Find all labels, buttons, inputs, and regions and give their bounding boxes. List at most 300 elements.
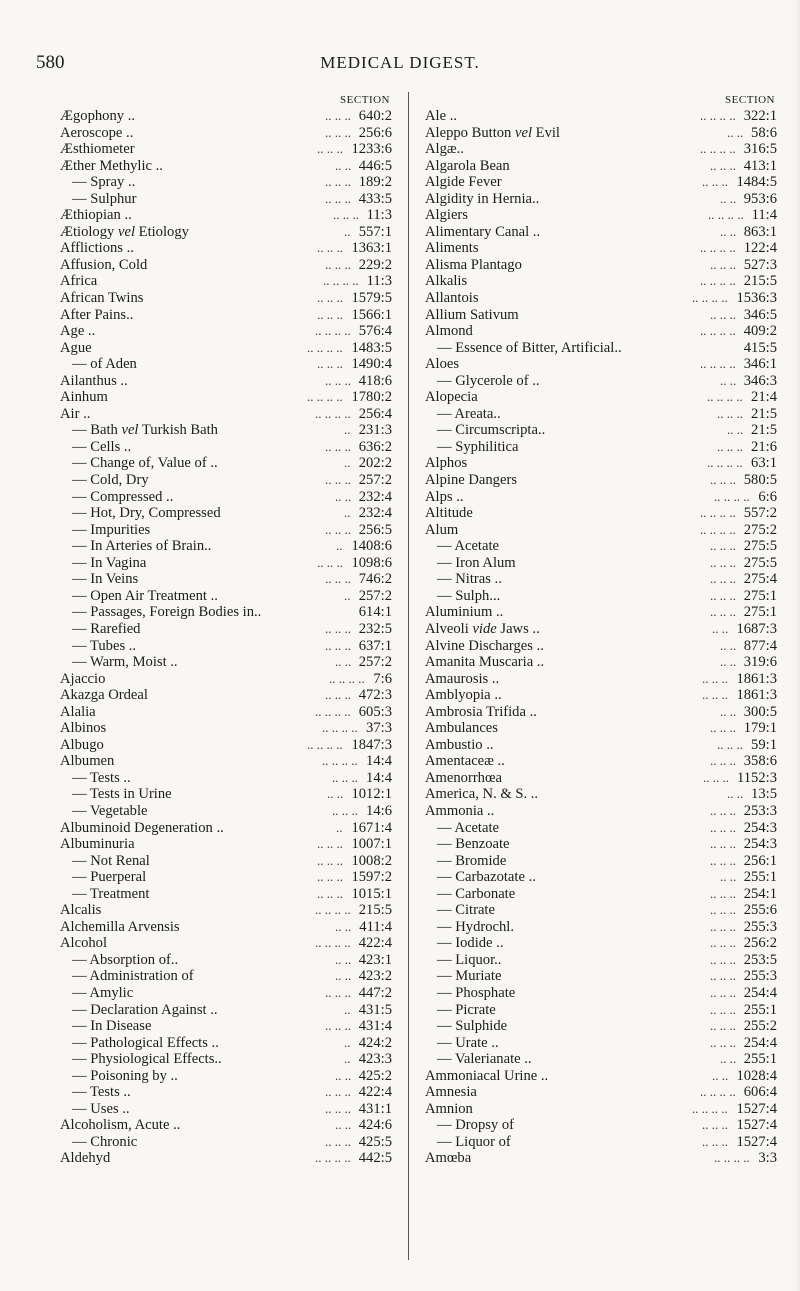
index-entry	[425, 786, 777, 803]
leader-dots: .. .. ..	[710, 819, 736, 835]
section-reference: 423:3	[358, 1051, 392, 1068]
section-reference: 1536:3	[736, 290, 777, 307]
index-term: Albinos	[60, 720, 107, 737]
index-term: Alisma Plantago	[425, 256, 522, 273]
index-subterm: — Pathological Effects ..	[72, 1034, 219, 1051]
section-reference: 424:6	[358, 1117, 392, 1134]
section-reference: 1566:1	[351, 306, 392, 323]
index-subterm: — Physiological Effects..	[72, 1051, 222, 1068]
index-subterm: — Compressed ..	[72, 488, 174, 505]
section-reference: 423:1	[358, 951, 392, 968]
leader-dots: .. ..	[720, 190, 737, 206]
index-term: Ambrosia Trifida ..	[425, 703, 537, 720]
leader-dots: .. .. .. ..	[315, 902, 351, 918]
index-term: African Twins	[60, 290, 144, 307]
index-entry	[425, 174, 777, 191]
index-entry	[425, 770, 777, 787]
leader-dots: .. .. ..	[710, 256, 736, 272]
section-reference: 446:5	[358, 157, 392, 174]
index-subterm: — Acetate	[437, 819, 499, 836]
index-entry	[60, 886, 392, 903]
section-reference: 215:5	[358, 902, 392, 919]
index-entry	[60, 621, 392, 638]
index-subterm: — Liquor of	[437, 1133, 511, 1150]
index-entry	[425, 869, 777, 886]
index-entry	[60, 952, 392, 969]
leader-dots: .. .. ..	[325, 687, 351, 703]
page-number: 580	[36, 52, 65, 73]
index-entry	[60, 985, 392, 1002]
leader-dots: .. .. ..	[325, 174, 351, 190]
index-subterm: — Urate ..	[437, 1034, 499, 1051]
index-term: Almond	[425, 323, 473, 340]
index-subterm: — Areata..	[437, 405, 501, 422]
leader-dots: .. .. .. ..	[315, 405, 351, 421]
leader-dots: .. .. .. ..	[714, 1150, 750, 1166]
leader-dots: .. .. ..	[325, 438, 351, 454]
index-subterm: — Warm, Moist ..	[72, 654, 178, 671]
section-reference: 358:6	[743, 753, 777, 770]
index-entry	[425, 919, 777, 936]
section-reference: 13:5	[751, 786, 777, 803]
section-reference: 275:2	[743, 521, 777, 538]
index-term: Æther Methylic ..	[60, 157, 163, 174]
index-column-left	[60, 94, 392, 1167]
index-entry	[425, 1018, 777, 1035]
index-entry	[425, 952, 777, 969]
leader-dots: .. .. ..	[710, 720, 736, 736]
section-reference: 1028:4	[736, 1067, 777, 1084]
index-entry	[425, 439, 777, 456]
index-subterm: — Vegetable	[72, 802, 148, 819]
section-reference: 425:5	[358, 1133, 392, 1150]
section-reference: 257:2	[358, 472, 392, 489]
index-subterm: — Tubes ..	[72, 637, 137, 654]
index-entry	[60, 290, 392, 307]
section-reference: 640:2	[358, 108, 392, 124]
index-entry	[60, 820, 392, 837]
leader-dots: .. .. .. ..	[315, 323, 351, 339]
index-column-right	[425, 94, 777, 1167]
leader-dots: .. .. ..	[325, 372, 351, 388]
index-subterm: — Declaration Against ..	[72, 1001, 218, 1018]
index-entry	[60, 671, 392, 688]
index-term: Aluminium ..	[425, 604, 504, 621]
index-term: Alcoholism, Acute ..	[60, 1117, 181, 1134]
section-reference: 1152:3	[737, 769, 777, 786]
section-reference: 3:3	[758, 1150, 777, 1167]
section-reference: 431:5	[358, 1001, 392, 1018]
index-term: Algidity in Hernia..	[425, 190, 540, 207]
leader-dots: .. .. ..	[710, 802, 736, 818]
index-term: Afflictions ..	[60, 240, 134, 257]
section-reference: 122:4	[743, 240, 777, 257]
index-entry	[60, 786, 392, 803]
leader-dots: .. .. .. ..	[700, 108, 736, 123]
index-term: Amœba	[425, 1150, 472, 1167]
section-reference: 255:1	[743, 1001, 777, 1018]
leader-dots: .. ..	[720, 703, 737, 719]
index-term: After Pains..	[60, 306, 134, 323]
leader-dots: .. .. ..	[702, 1117, 728, 1133]
index-entry	[425, 522, 777, 539]
section-reference: 215:5	[743, 273, 777, 290]
section-reference: 1780:2	[351, 389, 392, 406]
section-reference: 255:1	[743, 869, 777, 886]
leader-dots: .. .. .. ..	[322, 753, 358, 769]
index-entry	[60, 770, 392, 787]
index-entry	[425, 1002, 777, 1019]
section-reference: 179:1	[743, 720, 777, 737]
leader-dots: .. .. ..	[317, 306, 343, 322]
section-reference: 255:2	[743, 1018, 777, 1035]
section-reference: 580:5	[743, 472, 777, 489]
section-reference: 254:3	[743, 819, 777, 836]
section-reference: 14:4	[366, 769, 392, 786]
leader-dots: .. .. ..	[332, 802, 358, 818]
index-entry	[60, 853, 392, 870]
leader-dots: .. .. ..	[325, 1133, 351, 1149]
section-reference: 1847:3	[351, 736, 392, 753]
leader-dots: .. .. ..	[703, 769, 729, 785]
index-entry	[60, 472, 392, 489]
index-subterm: — Phosphate	[437, 984, 516, 1001]
index-subterm: — Tests in Urine	[72, 786, 172, 803]
index-entry	[425, 373, 777, 390]
leader-dots: .. .. ..	[710, 984, 736, 1000]
index-term: Ammoniacal Urine ..	[425, 1067, 549, 1084]
index-entry	[60, 654, 392, 671]
index-entry	[60, 505, 392, 522]
index-entry	[60, 1117, 392, 1134]
leader-dots: .. .. .. ..	[700, 141, 736, 157]
section-reference: 6:6	[758, 488, 777, 505]
index-term: Alkalis	[425, 273, 468, 290]
index-entry	[60, 604, 392, 621]
index-entry	[425, 273, 777, 290]
leader-dots: .. .. ..	[710, 1018, 736, 1034]
leader-dots: .. ..	[727, 786, 744, 802]
leader-dots: .. .. ..	[325, 571, 351, 587]
section-reference: 229:2	[358, 256, 392, 273]
index-term: Akazga Ordeal	[60, 687, 148, 704]
leader-dots: .. .. ..	[710, 935, 736, 951]
section-reference: 275:4	[743, 571, 777, 588]
index-subterm: — Benzoate	[437, 836, 510, 853]
index-entry	[60, 373, 392, 390]
leader-dots: .. .. .. ..	[700, 521, 736, 537]
index-entry	[60, 207, 392, 224]
leader-dots: .. ..	[727, 124, 744, 140]
leader-dots: .. .. ..	[710, 918, 736, 934]
index-subterm: — Circumscripta..	[437, 422, 546, 439]
section-reference: 254:3	[743, 836, 777, 853]
index-term: Aldehyd	[60, 1150, 111, 1167]
leader-dots: .. .. ..	[710, 902, 736, 918]
index-entry	[425, 207, 777, 224]
leader-dots: ..	[336, 538, 343, 554]
index-term: Alcalis	[60, 902, 102, 919]
index-term: Amnion	[425, 1100, 473, 1117]
index-term: Alpine Dangers	[425, 472, 517, 489]
section-reference: 557:1	[358, 223, 392, 240]
page-title: MEDICAL DIGEST.	[320, 53, 480, 72]
index-entry	[425, 604, 777, 621]
index-subterm: — Poisoning by ..	[72, 1067, 178, 1084]
leader-dots: ..	[344, 587, 351, 603]
leader-dots: .. .. ..	[710, 554, 736, 570]
leader-dots: .. ..	[335, 918, 352, 934]
section-reference: 232:4	[358, 505, 392, 522]
section-reference: 1363:1	[351, 240, 392, 257]
leader-dots: .. .. ..	[325, 1018, 351, 1034]
leader-dots: .. .. .. ..	[700, 356, 736, 372]
index-term: Æthiopian ..	[60, 207, 132, 224]
index-subterm: — Not Renal	[72, 852, 150, 869]
index-term: Amnesia	[425, 1084, 477, 1101]
index-subterm: — Amylic	[72, 984, 134, 1001]
index-entry	[425, 902, 777, 919]
section-reference: 300:5	[743, 703, 777, 720]
index-entry	[425, 654, 777, 671]
index-entry	[60, 1018, 392, 1035]
leader-dots: .. .. ..	[325, 108, 351, 123]
index-subterm: — Citrate	[437, 902, 495, 919]
index-entry	[60, 753, 392, 770]
leader-dots: .. .. ..	[702, 1133, 728, 1149]
leader-dots: .. .. .. ..	[692, 290, 728, 306]
index-entry	[60, 422, 392, 439]
index-entry	[425, 1101, 777, 1118]
section-reference: 431:1	[358, 1100, 392, 1117]
index-entry	[425, 836, 777, 853]
leader-dots: .. ..	[327, 786, 344, 802]
index-subterm: — Tests ..	[72, 769, 131, 786]
index-subterm: — Bromide	[437, 852, 507, 869]
section-reference: 1015:1	[351, 885, 392, 902]
index-entry	[60, 869, 392, 886]
section-reference: 322:1	[743, 108, 777, 124]
index-subterm: — Sulph...	[437, 587, 501, 604]
index-entry	[60, 687, 392, 704]
index-term: Alps ..	[425, 488, 464, 505]
section-reference: 14:4	[366, 753, 392, 770]
index-term: Albumen	[60, 753, 115, 770]
index-entry	[425, 290, 777, 307]
section-reference: 1527:4	[736, 1100, 777, 1117]
leader-dots: .. .. ..	[325, 984, 351, 1000]
section-reference: 253:3	[743, 802, 777, 819]
page-edge-shadow	[794, 0, 800, 1291]
index-entry	[425, 340, 777, 357]
section-reference: 1861:3	[736, 670, 777, 687]
index-entry	[60, 455, 392, 472]
index-subterm: — Syphilitica	[437, 438, 519, 455]
section-reference: 1483:5	[351, 339, 392, 356]
index-term: Amaurosis ..	[425, 670, 500, 687]
leader-dots: .. .. ..	[325, 472, 351, 488]
index-subterm: — Uses ..	[72, 1100, 130, 1117]
index-term: Aloes	[425, 356, 460, 373]
index-entry	[60, 555, 392, 572]
section-reference: 431:4	[358, 1018, 392, 1035]
leader-dots: .. .. ..	[710, 538, 736, 554]
index-entry	[60, 489, 392, 506]
index-term: Africa	[60, 273, 98, 290]
index-subterm: — In Arteries of Brain..	[72, 538, 212, 555]
section-reference: 527:3	[743, 256, 777, 273]
index-entry	[60, 968, 392, 985]
index-entry	[60, 1002, 392, 1019]
index-entry	[60, 356, 392, 373]
index-subterm: — Bath vel Turkish Bath	[72, 422, 218, 439]
index-entry	[60, 1134, 392, 1151]
index-entry	[425, 753, 777, 770]
leader-dots: .. .. .. ..	[707, 455, 743, 471]
section-reference: 1579:5	[351, 290, 392, 307]
leader-dots: .. .. .. ..	[700, 273, 736, 289]
index-term: Alvine Discharges ..	[425, 637, 544, 654]
index-subterm: — Open Air Treatment ..	[72, 587, 218, 604]
leader-dots: .. .. ..	[710, 1001, 736, 1017]
leader-dots: ..	[344, 1051, 351, 1067]
section-reference: 319:6	[743, 654, 777, 671]
index-entry	[60, 257, 392, 274]
index-entry	[425, 704, 777, 721]
index-subterm: — Dropsy of	[437, 1117, 515, 1134]
leader-dots: .. .. .. ..	[692, 1100, 728, 1116]
section-reference: 953:6	[743, 190, 777, 207]
section-reference: 411:4	[359, 918, 392, 935]
leader-dots: ..	[344, 1034, 351, 1050]
section-reference: 1527:4	[736, 1133, 777, 1150]
index-term: Alum	[425, 521, 459, 538]
section-reference: 255:6	[743, 902, 777, 919]
leader-dots: .. .. .. ..	[700, 240, 736, 256]
index-term: Algide Fever	[425, 174, 502, 191]
section-reference: 58:6	[751, 124, 777, 141]
section-reference: 21:6	[751, 438, 777, 455]
index-entry	[425, 720, 777, 737]
index-subterm: — Spray ..	[72, 174, 136, 191]
index-entry	[425, 356, 777, 373]
leader-dots: .. .. ..	[317, 356, 343, 372]
index-subterm: — In Disease	[72, 1018, 152, 1035]
leader-dots: .. .. ..	[717, 736, 743, 752]
index-entry	[60, 737, 392, 754]
index-term: Alphos	[425, 455, 468, 472]
index-entry	[425, 307, 777, 324]
index-entry	[425, 406, 777, 423]
index-subterm: — Cells ..	[72, 438, 132, 455]
index-subterm: — Chronic	[72, 1133, 138, 1150]
index-subterm: — Carbonate	[437, 885, 516, 902]
leader-dots: .. .. ..	[325, 124, 351, 140]
section-reference: 746:2	[358, 571, 392, 588]
index-subterm: — Muriate	[437, 968, 502, 985]
index-entry	[425, 125, 777, 142]
section-reference: 202:2	[358, 455, 392, 472]
index-entry	[425, 422, 777, 439]
index-entry	[60, 935, 392, 952]
section-reference: 21:4	[751, 389, 777, 406]
index-entry	[425, 1051, 777, 1068]
section-reference: 257:2	[358, 587, 392, 604]
index-entry	[425, 389, 777, 406]
index-entry	[60, 141, 392, 158]
section-reference: 637:1	[358, 637, 392, 654]
index-entry	[425, 323, 777, 340]
leader-dots: .. .. .. ..	[707, 389, 743, 405]
index-entry	[60, 340, 392, 357]
leader-dots: .. .. .. ..	[315, 1150, 351, 1166]
index-subterm: — Nitras ..	[437, 571, 502, 588]
leader-dots: .. .. ..	[325, 1100, 351, 1116]
section-reference: 316:5	[743, 141, 777, 158]
index-entry	[425, 820, 777, 837]
section-reference: 1597:2	[351, 869, 392, 886]
index-term: Albuminuria	[60, 836, 135, 853]
index-subterm: — Rarefied	[72, 620, 141, 637]
section-reference: 346:3	[743, 372, 777, 389]
index-entry	[60, 1150, 392, 1167]
leader-dots: .. .. ..	[317, 290, 343, 306]
index-term: Altitude	[425, 505, 473, 522]
section-reference: 1012:1	[351, 786, 392, 803]
section-reference: 11:3	[366, 273, 392, 290]
index-entry	[60, 191, 392, 208]
leader-dots: .. .. ..	[325, 1084, 351, 1100]
section-reference: 557:2	[743, 505, 777, 522]
index-entry	[425, 638, 777, 655]
index-entry	[60, 323, 392, 340]
index-term: Amenorrhœa	[425, 769, 502, 786]
index-entry	[425, 853, 777, 870]
index-subterm: — Hydrochl.	[437, 918, 515, 935]
index-term: Alveoli vide Jaws ..	[425, 620, 540, 637]
leader-dots: .. .. ..	[317, 885, 343, 901]
section-reference: 256:5	[358, 521, 392, 538]
section-reference: 275:5	[743, 538, 777, 555]
section-reference: 253:5	[743, 951, 777, 968]
index-subterm: — Change of, Value of ..	[72, 455, 218, 472]
index-entry	[425, 1134, 777, 1151]
index-subterm: — Tests ..	[72, 1084, 131, 1101]
index-subterm: — of Aden	[72, 356, 137, 373]
section-reference: 447:2	[358, 984, 392, 1001]
section-reference: 37:3	[366, 720, 392, 737]
leader-dots: .. ..	[335, 1117, 352, 1133]
leader-dots: .. .. ..	[332, 769, 358, 785]
leader-dots: .. .. ..	[717, 438, 743, 454]
index-term: Aeroscope ..	[60, 124, 134, 141]
index-entry	[60, 307, 392, 324]
leader-dots: .. .. ..	[325, 256, 351, 272]
index-entry	[425, 489, 777, 506]
leader-dots: .. .. ..	[317, 240, 343, 256]
index-term: Aliments	[425, 240, 479, 257]
leader-dots: ..	[344, 1001, 351, 1017]
leader-dots: .. .. ..	[710, 472, 736, 488]
leader-dots: .. .. ..	[317, 554, 343, 570]
section-reference: 1527:4	[736, 1117, 777, 1134]
section-reference: 255:3	[743, 968, 777, 985]
index-entry	[60, 240, 392, 257]
leader-dots: ..	[336, 819, 343, 835]
leader-dots: .. .. .. ..	[700, 505, 736, 521]
index-subterm: — Glycerole of ..	[437, 372, 540, 389]
section-reference: 63:1	[751, 455, 777, 472]
